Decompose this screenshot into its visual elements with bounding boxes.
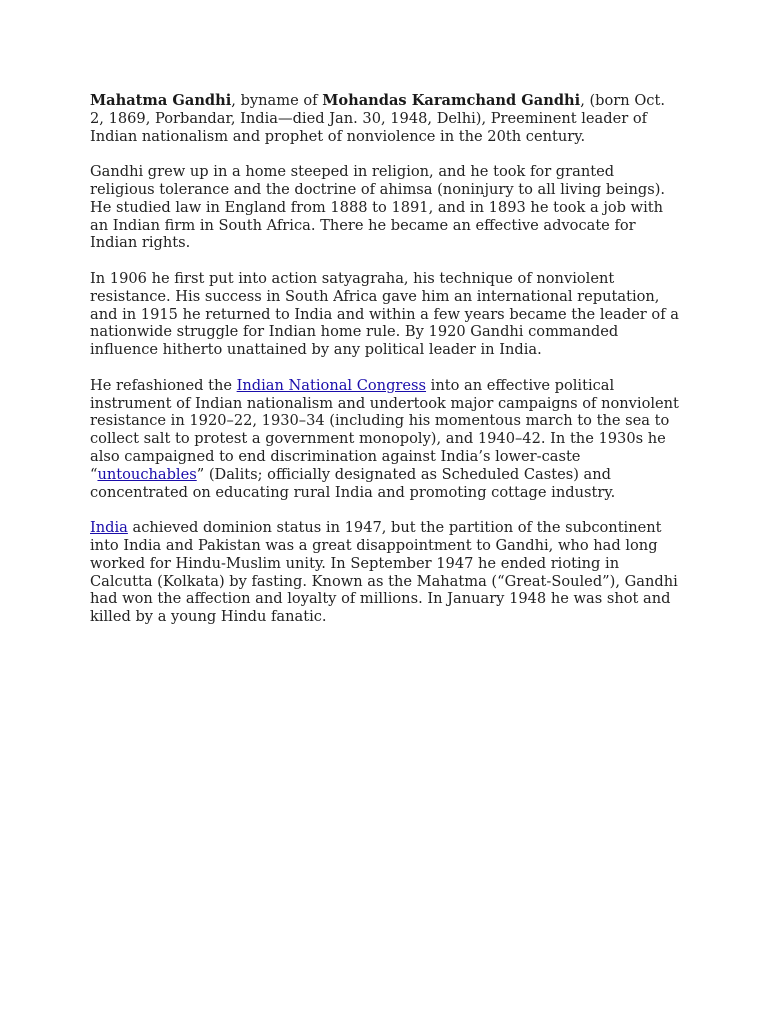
article-body [90,92,682,644]
india-link[interactable]: India [90,519,128,537]
paragraph-congress [90,377,682,502]
paragraph-early-life [90,163,682,252]
paragraph-satyagraha [90,270,682,359]
untouchables-link[interactable]: untouchables [97,465,197,483]
intro-text-2: , (born Oct. 2, 1869, Porbandar, India—died Jan. 30, 1948, Delhi), Preeminent leader of Indian nationalism and prophet of nonviolence in the 20th century. [90,92,665,145]
satyagraha-text: In 1906 he first put into action satyagraha, his technique of nonviolent resistance. His success in South Africa gave him an international reputation, and in 1915 he returned to India and within a few years became the leader of a nationwide struggle for Indian home rule. By 1920 Gandhi commanded influence hitherto unattained by any political leader in India. [90,269,679,359]
paragraph-independence [90,519,682,626]
intro-text-1: , byname of [231,92,323,109]
paragraph-intro [90,92,682,145]
early-life-text: Gandhi grew up in a home steeped in religion, and he took for granted religious tolerance and the doctrine of ahimsa (noninjury to all living beings). He studied law in England from 1888 to 1891, and in 1893 he took a job with an Indian firm in South Africa. There he became an effective advocate for Indian rights. [90,163,666,252]
congress-text-2: into an effective political instrument of Indian nationalism and undertook major campaigns of nonviolent resistance in 1920–22, 1930–34 (including his momentous march to the sea to collect salt to protest a government monopoly), and 1940–42. In the 1930s he also campaigned to end discrimination against India’s lower-caste “ [90,376,679,483]
congress-text-1: He refashioned the [90,376,237,394]
indian-national-congress-link[interactable]: Indian National Congress [236,376,427,394]
subject-name: Mahatma Gandhi [90,92,232,109]
congress-text-3: ” (Dalits; officially designated as Scheduled Castes) and concentrated on educating rural India and promoting cottage industry. [90,465,616,501]
independence-text: achieved dominion status in 1947, but the partition of the subcontinent into India and Pakistan was a great disappointment to Gandhi, who had long worked for Hindu-Muslim unity. In September 1947 he ended rioting in Calcutta (Kolkata) by fasting. Known as the Mahatma (“Great-Souled”), Gandhi had won the affection and loyalty of millions. In January 1948 he was shot and killed by a young Hindu fanatic. [90,519,678,626]
subject-full-name: Mohandas Karamchand Gandhi [322,92,581,109]
